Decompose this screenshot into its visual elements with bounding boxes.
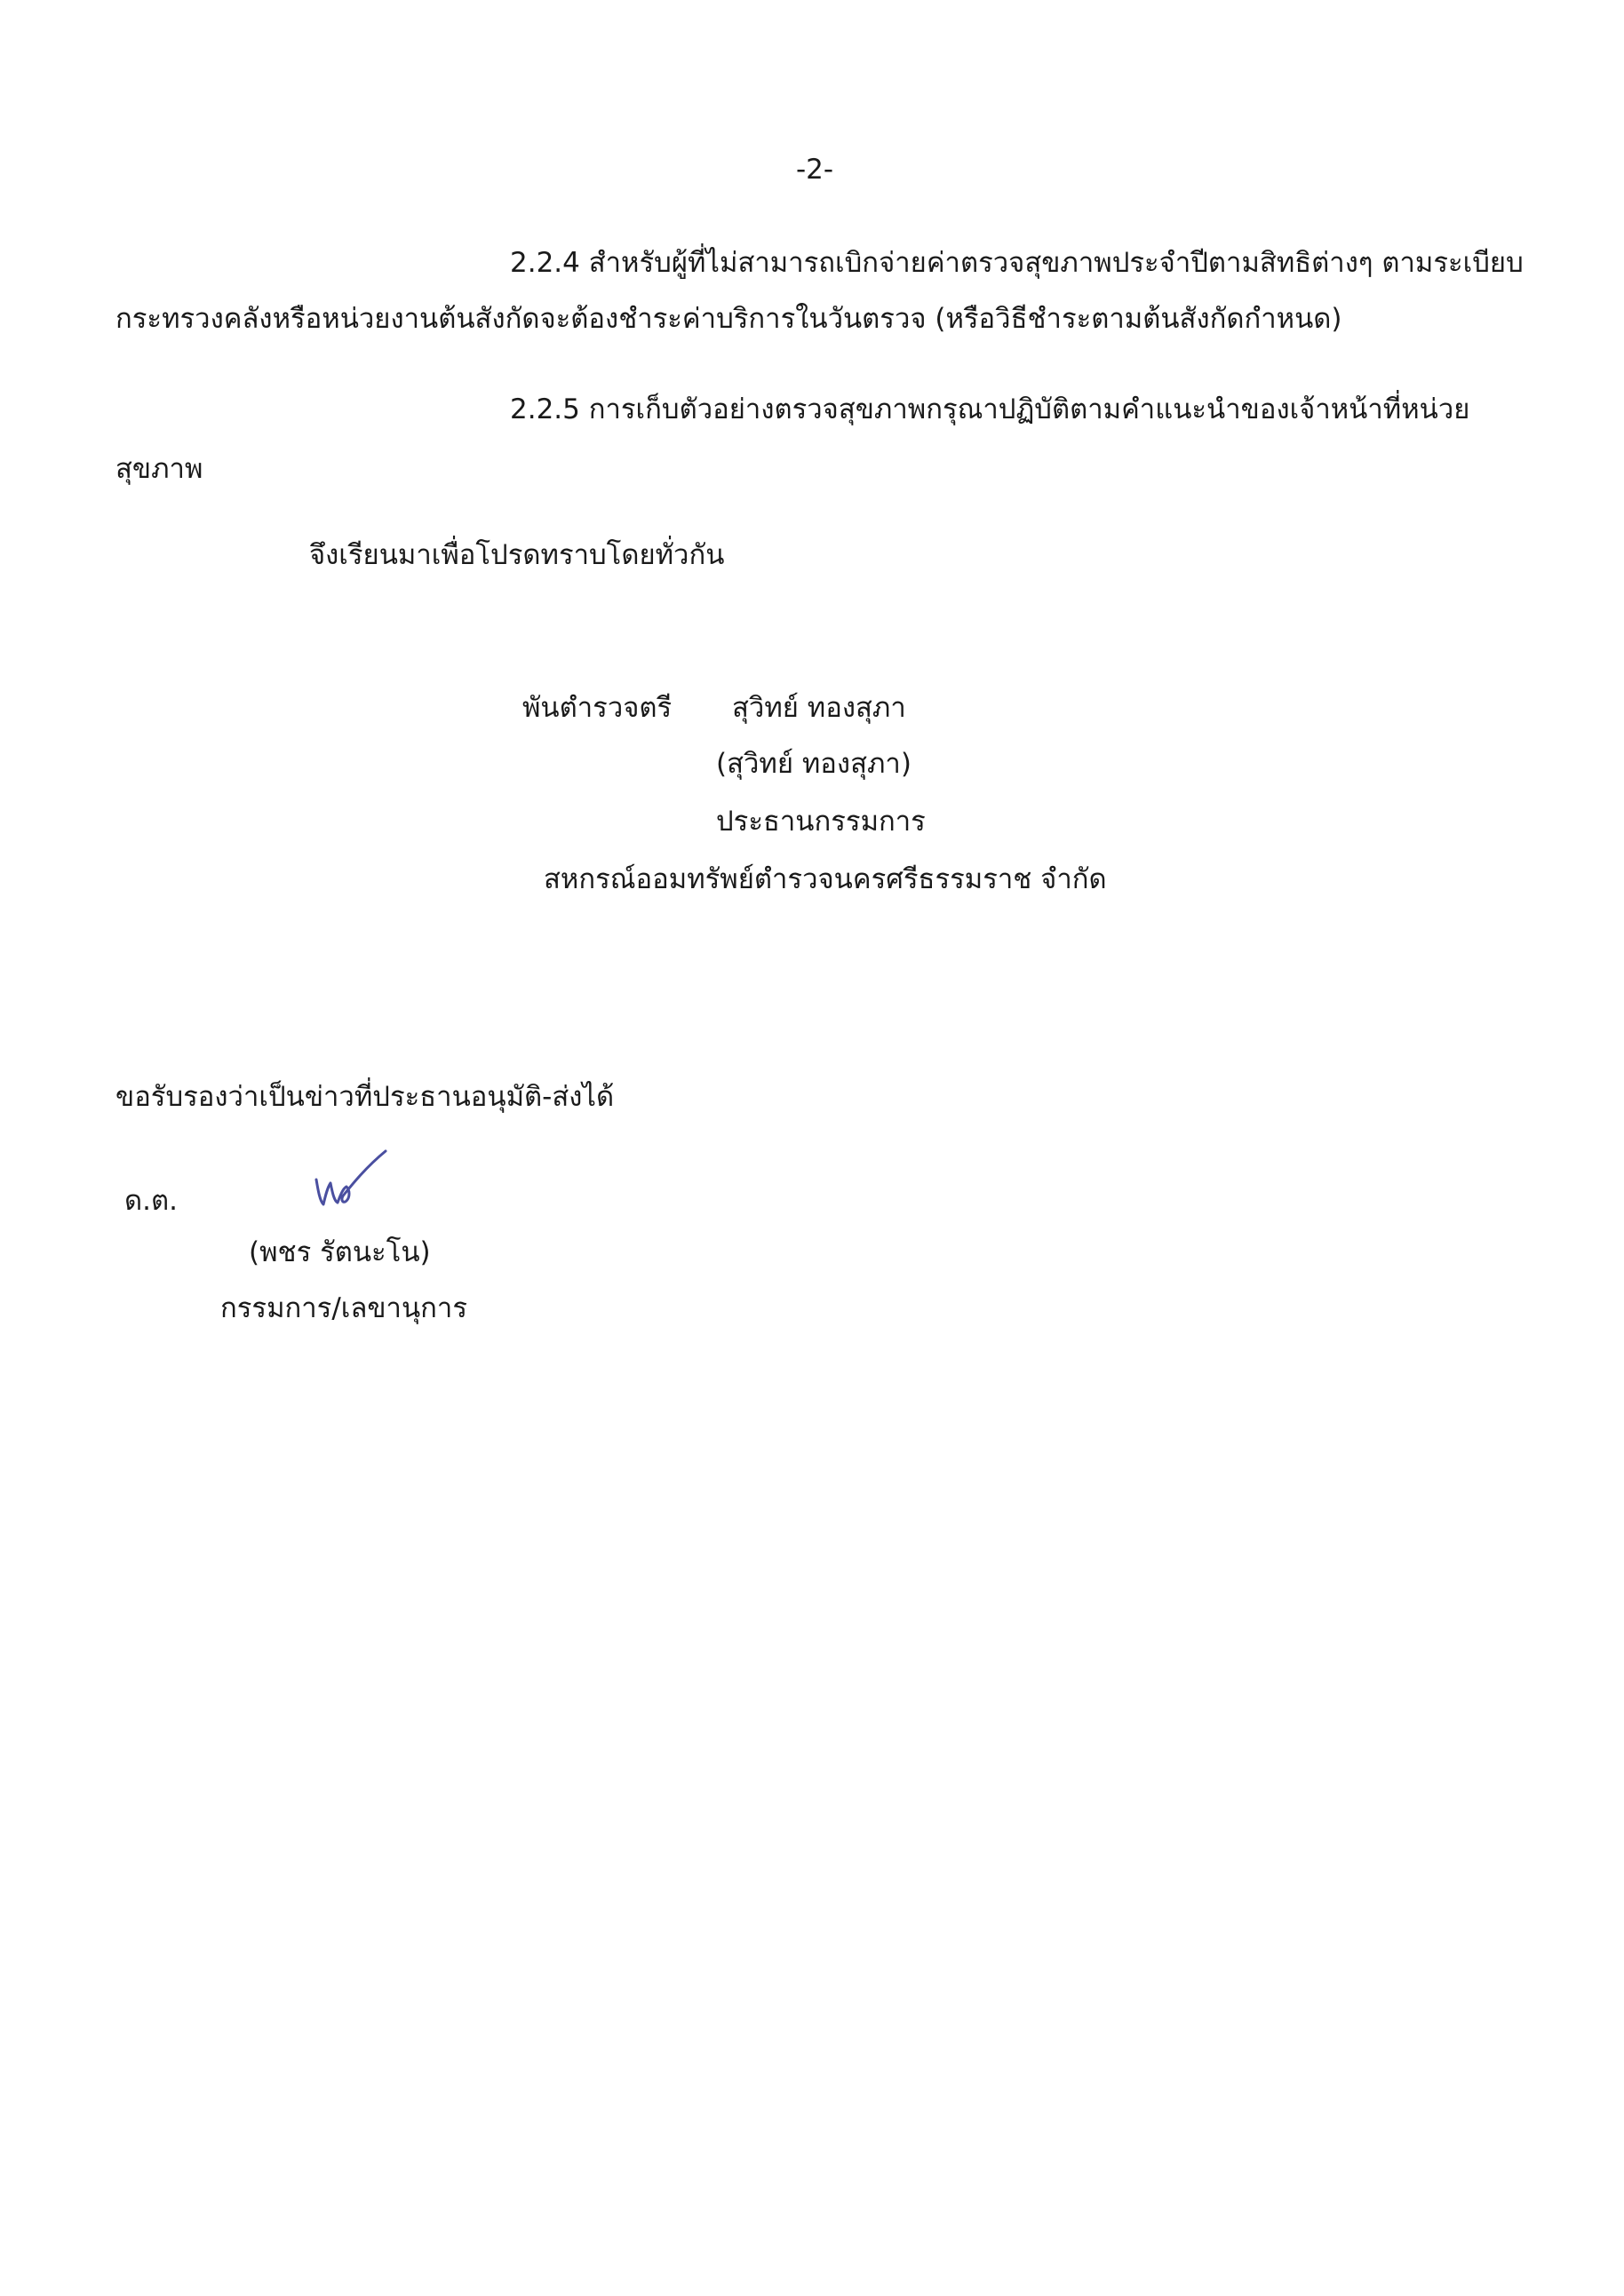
certification-rank-mark: ด.ต.: [124, 1185, 178, 1217]
certification-statement: ขอรับรองว่าเป็นข่าวที่ประธานอนุมัติ-ส่งได้: [115, 1081, 615, 1113]
certification-name: (พชร รัตนะโน): [249, 1236, 431, 1268]
handwritten-signature: [311, 1146, 391, 1217]
signatory-organization: สหกรณ์ออมทรัพย์ตำรวจนครศรีธรรมราช จำกัด: [544, 863, 1107, 895]
item-2-2-4-line-1: 2.2.4 สำหรับผู้ที่ไม่สามารถเบิกจ่ายค่าตรวจสุขภาพประจำปีตามสิทธิต่างๆ ตามระเบียบ: [510, 247, 1524, 279]
closing-statement: จึงเรียนมาเพื่อโปรดทราบโดยทั่วกัน: [309, 539, 725, 571]
item-2-2-4-line-2: กระทรวงคลังหรือหน่วยงานต้นสังกัดจะต้องชำระค่าบริการในวันตรวจ (หรือวิธีชำระตามต้นสังกัดกำหนด): [115, 303, 1342, 335]
item-2-2-5-line-1: 2.2.5 การเก็บตัวอย่างตรวจสุขภาพกรุณาปฏิบัติตามคำแนะนำของเจ้าหน้าที่หน่วย: [510, 393, 1470, 425]
signatory-position: ประธานกรรมการ: [716, 806, 926, 838]
item-2-2-5-line-2: สุขภาพ: [115, 453, 203, 485]
page-number: -2-: [796, 154, 834, 186]
certification-position: กรรมการ/เลขานุการ: [220, 1292, 467, 1324]
signatory-name: สุวิทย์ ทองสุภา: [732, 692, 906, 724]
signatory-name-parenthesized: (สุวิทย์ ทองสุภา): [716, 748, 912, 780]
signatory-rank: พันตำรวจตรี: [522, 692, 673, 724]
